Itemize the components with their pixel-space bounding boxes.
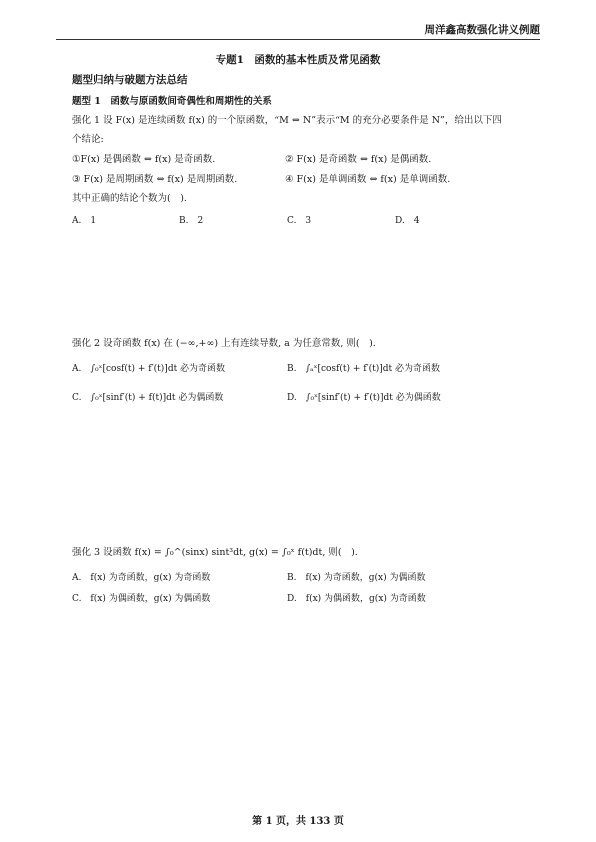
q1-option-d: D. 4 — [395, 216, 420, 226]
q1-stem-line1: 强化 1 设 F(x) 是连续函数 f(x) 的一个原函数，“M ⇔ N”表示“M 的充分必要条件是 N”，给出以下四 — [72, 115, 502, 126]
q2-option-a: A. ∫₀ˣ[cosf(t) + f′(t)]dt 必为奇函数 — [72, 364, 226, 374]
q1-option-a: A. 1 — [72, 216, 97, 226]
q1-option-b: B. 2 — [179, 216, 204, 226]
page-number: 第 1 页，共 133 页 — [252, 816, 344, 827]
q3-option-d: D. f(x) 为偶函数，g(x) 为奇函数 — [287, 594, 426, 604]
header-title: 周洋鑫高数强化讲义例题 — [424, 24, 540, 36]
q3-option-b: B. f(x) 为奇函数，g(x) 为偶函数 — [287, 573, 426, 583]
q1-conclusion-1: ①F(x) 是偶函数 ⇔ f(x) 是奇函数. — [72, 154, 216, 165]
q1-option-c: C. 3 — [287, 216, 312, 226]
q2-option-d: D. ∫₀ˣ[sinf′(t) + f′(t)]dt 必为偶函数 — [287, 393, 441, 403]
q1-stem-line2: 个结论: — [72, 134, 104, 145]
document-title: 专题1 函数的基本性质及常见函数 — [215, 54, 381, 66]
q2-stem: 强化 2 设奇函数 f(x) 在 (−∞,+∞) 上有连续导数, a 为任意常数, 则( ). — [72, 338, 376, 349]
q2-option-c: C. ∫₀ˣ[sinf′(t) + f(t)]dt 必为偶函数 — [72, 393, 224, 403]
q1-conclusion-4: ④ F(x) 是单调函数 ⇔ f(x) 是单调函数. — [285, 174, 451, 185]
q3-stem: 强化 3 设函数 f(x) = ∫₀^(sinx) sint³dt, g(x) = ∫₀ˣ f(t)dt, 则( ). — [72, 547, 358, 558]
section-heading: 题型归纳与破题方法总结 — [72, 74, 188, 86]
header-divider — [56, 39, 540, 40]
question-type-heading: 题型 1 函数与原函数间奇偶性和周期性的关系 — [72, 96, 272, 107]
q1-question: 其中正确的结论个数为( ). — [72, 193, 187, 204]
q1-conclusion-2: ② F(x) 是奇函数 ⇔ f(x) 是偶函数. — [285, 154, 432, 165]
q3-option-a: A. f(x) 为奇函数，g(x) 为奇函数 — [72, 573, 211, 583]
q2-option-b: B. ∫ₐˣ[cosf(t) + f′(t)]dt 必为奇函数 — [287, 364, 441, 374]
q3-option-c: C. f(x) 为偶函数，g(x) 为偶函数 — [72, 594, 211, 604]
q1-conclusion-3: ③ F(x) 是周期函数 ⇔ f(x) 是周期函数. — [72, 174, 238, 185]
